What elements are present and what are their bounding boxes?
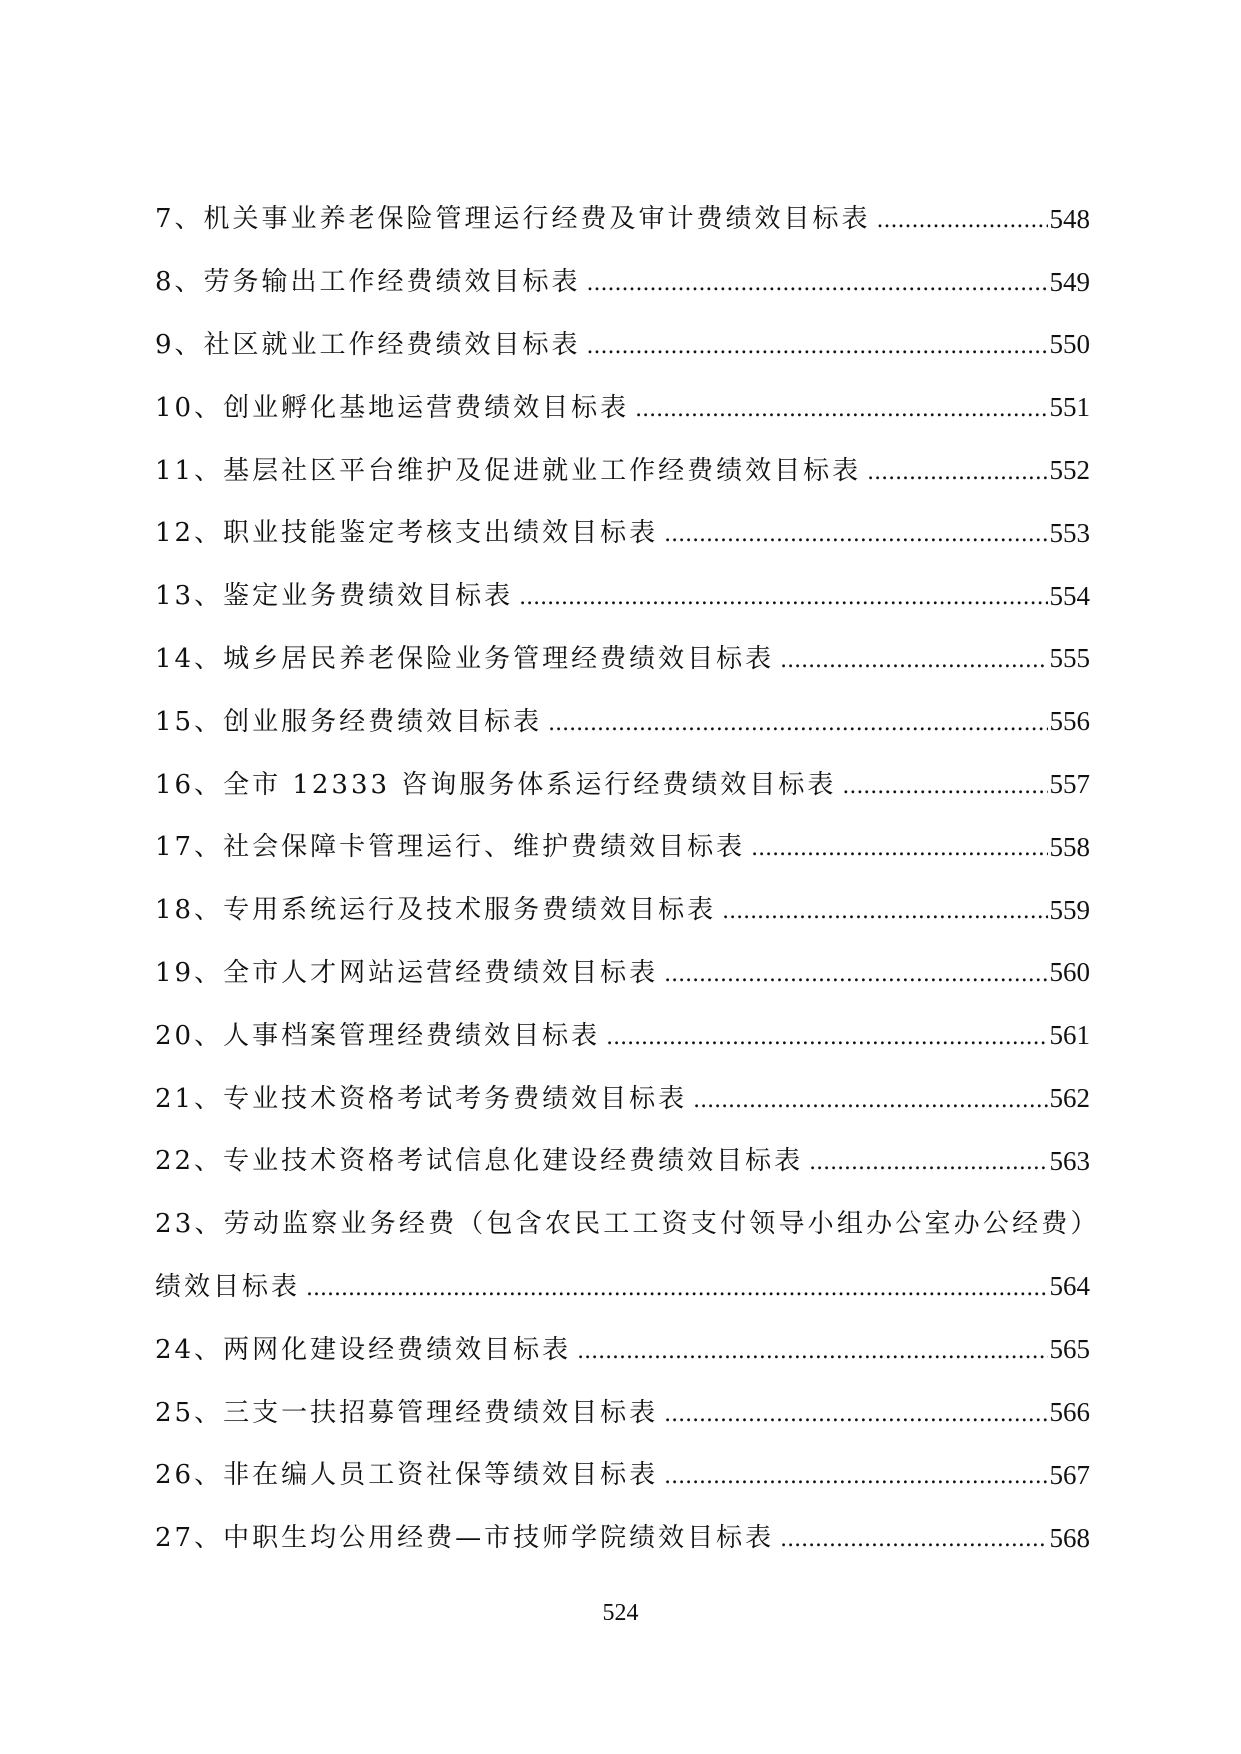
toc-entry-page: 551: [1049, 392, 1090, 423]
toc-entry-line1[interactable]: [155, 1193, 1100, 1256]
toc-entry[interactable]: [155, 628, 1090, 691]
dot-leader: [809, 1148, 1047, 1174]
toc-entry-page: 562: [1049, 1083, 1090, 1114]
dot-leader: [306, 1274, 1047, 1300]
dot-leader: [664, 1462, 1047, 1488]
toc-entry-title: 7、机关事业养老保险管理运行经费及审计费绩效目标表: [155, 204, 871, 235]
table-of-contents: [155, 188, 1100, 1570]
toc-entry[interactable]: [155, 753, 1090, 816]
toc-entry-page: 564: [1049, 1271, 1090, 1302]
toc-entry-page: 558: [1049, 831, 1090, 862]
toc-entry[interactable]: [155, 1318, 1090, 1381]
toc-entry[interactable]: [155, 502, 1090, 565]
toc-entry-title: 26、非在编人员工资社保等绩效目标表: [155, 1460, 659, 1491]
toc-entry[interactable]: [155, 1444, 1090, 1507]
toc-entry-title: 13、鉴定业务费绩效目标表: [155, 581, 514, 612]
dot-leader: [722, 897, 1047, 923]
toc-entry-title: 18、专用系统运行及技术服务费绩效目标表: [155, 895, 717, 926]
toc-entry-page: 560: [1049, 957, 1090, 988]
toc-entry[interactable]: [155, 1381, 1090, 1444]
dot-leader: [664, 960, 1047, 986]
toc-entry-title: 20、人事档案管理经费绩效目标表: [155, 1020, 601, 1051]
dot-leader: [606, 1023, 1047, 1049]
toc-entry-page: 563: [1049, 1145, 1090, 1176]
toc-entry-page: 561: [1049, 1020, 1090, 1051]
toc-entry[interactable]: [155, 1130, 1090, 1193]
toc-entry-title: 11、基层社区平台维护及促进就业工作经费绩效目标表: [155, 455, 862, 486]
dot-leader: [587, 269, 1048, 295]
toc-entry[interactable]: [155, 439, 1090, 502]
toc-entry-page: 554: [1049, 580, 1090, 611]
toc-entry-page: 548: [1049, 203, 1090, 234]
toc-entry[interactable]: [155, 690, 1090, 753]
toc-entry[interactable]: [155, 565, 1090, 628]
toc-entry-line2[interactable]: [155, 1256, 1090, 1319]
toc-entry-page: 552: [1049, 455, 1090, 486]
toc-entry[interactable]: [155, 1507, 1090, 1570]
dot-leader: [780, 646, 1047, 672]
dot-leader: [877, 206, 1048, 232]
dot-leader: [577, 1337, 1047, 1363]
toc-entry-page: 565: [1049, 1334, 1090, 1365]
toc-entry-page: 567: [1049, 1459, 1090, 1490]
toc-entry-title: 14、城乡居民养老保险业务管理经费绩效目标表: [155, 643, 775, 674]
toc-entry-title: 22、专业技术资格考试信息化建设经费绩效目标表: [155, 1146, 804, 1177]
toc-entry[interactable]: [155, 942, 1090, 1005]
toc-entry[interactable]: [155, 879, 1090, 942]
dot-leader: [664, 1400, 1047, 1426]
toc-entry-page: 549: [1049, 266, 1090, 297]
toc-entry-title: 21、专业技术资格考试考务费绩效目标表: [155, 1083, 688, 1114]
toc-entry-page: 559: [1049, 894, 1090, 925]
dot-leader: [635, 395, 1047, 421]
dot-leader: [693, 1086, 1047, 1112]
toc-entry[interactable]: [155, 314, 1090, 377]
toc-entry-page: 556: [1049, 706, 1090, 737]
toc-entry[interactable]: [155, 816, 1090, 879]
toc-entry-title-continued: 绩效目标表: [155, 1271, 301, 1302]
toc-entry-title: 19、全市人才网站运营经费绩效目标表: [155, 957, 659, 988]
dot-leader: [780, 1525, 1047, 1551]
toc-entry-title: 27、中职生均公用经费—市技师学院绩效目标表: [155, 1523, 775, 1554]
toc-entry-title: 15、创业服务经费绩效目标表: [155, 706, 543, 737]
dot-leader: [548, 709, 1047, 735]
toc-entry-title: 17、社会保障卡管理运行、维护费绩效目标表: [155, 832, 746, 863]
toc-entry-title: 8、劳务输出工作经费绩效目标表: [155, 267, 581, 298]
toc-entry-title: 12、职业技能鉴定考核支出绩效目标表: [155, 518, 659, 549]
toc-entry[interactable]: [155, 1067, 1090, 1130]
page-number: 524: [602, 1600, 639, 1626]
toc-entry-title: 16、全市 12333 咨询服务体系运行经费绩效目标表: [155, 769, 837, 800]
toc-entry-title: 10、创业孵化基地运营费绩效目标表: [155, 392, 630, 423]
toc-entry-page: 553: [1049, 517, 1090, 548]
toc-entry-page: 557: [1049, 769, 1090, 800]
toc-entry-title: 23、劳动监察业务经费（包含农民工工资支付领导小组办公室办公经费）: [155, 1209, 1100, 1240]
toc-entry-page: 550: [1049, 329, 1090, 360]
dot-leader: [751, 834, 1047, 860]
toc-entry[interactable]: [155, 251, 1090, 314]
toc-entry-title: 24、两网化建设经费绩效目标表: [155, 1334, 572, 1365]
toc-entry-page: 555: [1049, 643, 1090, 674]
toc-entry[interactable]: [155, 376, 1090, 439]
dot-leader: [867, 458, 1047, 484]
dot-leader: [519, 583, 1047, 609]
toc-entry[interactable]: [155, 1004, 1090, 1067]
dot-leader: [842, 772, 1047, 798]
toc-entry-title: 9、社区就业工作经费绩效目标表: [155, 329, 581, 360]
toc-entry[interactable]: [155, 188, 1090, 251]
toc-entry-title: 25、三支一扶招募管理经费绩效目标表: [155, 1397, 659, 1428]
dot-leader: [664, 520, 1047, 546]
toc-entry-page: 566: [1049, 1397, 1090, 1428]
dot-leader: [587, 332, 1048, 358]
toc-entry-page: 568: [1049, 1522, 1090, 1553]
